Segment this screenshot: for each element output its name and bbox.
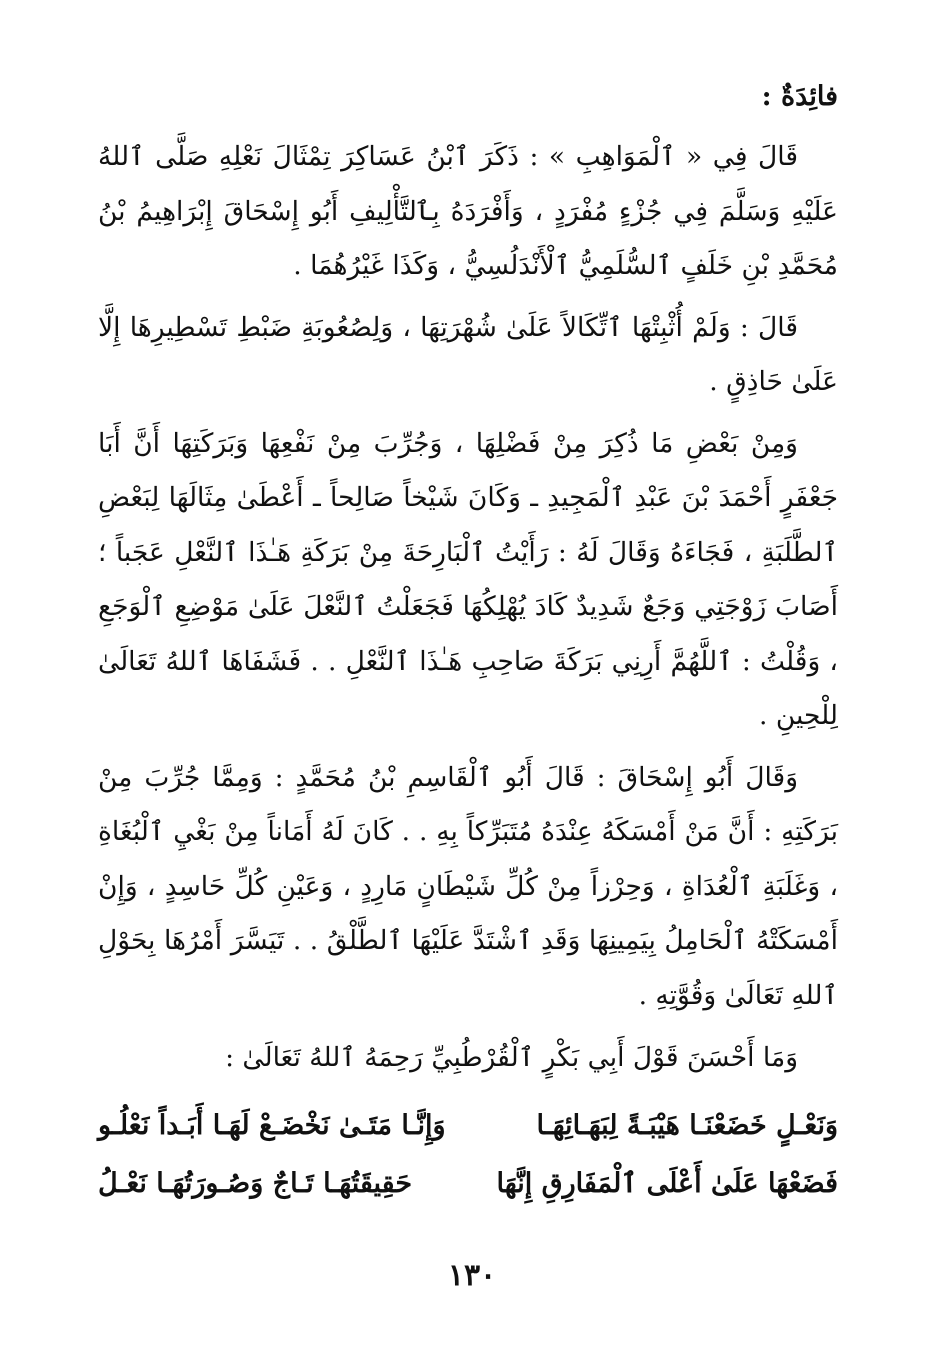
page-number: ١٣٠: [447, 1258, 497, 1293]
paragraph-2: قَالَ : وَلَمْ أُثْبِتْهَا ٱتِّكَالاً عَلَىٰ شُهْرَتِهَا ، وَلِصُعُوبَةِ ضَبْطِ تَسْطِيرِهَا إِلَّا عَلَىٰ حَاذِقٍ .: [98, 311, 838, 397]
verse-1-first-hemistich: وَنَعْـلٍ خَضَعْنَـا هَيْبَـةً لِبَهَـائِهَـا: [536, 1110, 838, 1141]
paragraph-3: وَمِنْ بَعْضِ مَا ذُكِرَ مِنْ فَضْلِهَا ، وَجُرِّبَ مِنْ نَفْعِهَا وَبَرَكَتِهَا أَنَّ أَبَا جَعْفَرٍ أَحْمَدَ بْنَ عَبْدِ ٱلْمَجِيدِ ـ وَكَانَ شَيْخاً صَالِحاً ـ أَعْطَىٰ مِثَالَهَا لِبَعْضِ ٱلطَّلَبَةِ ، فَجَاءَهُ وَقَالَ لَهُ : رَأَيْتُ ٱلْبَارِحَةَ مِنْ بَرَكَةِ هَـٰذَا ٱلنَّعْلِ عَجَباً ؛ أَصَابَ زَوْجَتِي وَجَعٌ شَدِيدٌ كَادَ يُهْلِكُهَا فَجَعَلْتُ ٱلنَّعْلَ عَلَىٰ مَوْضِعِ ٱلْوَجَعِ ، وَقُلْتُ : ٱللَّهُمَّ أَرِنِي بَرَكَةَ صَاحِبِ هَـٰذَا ٱلنَّعْلِ . . فَشَفَاهَا ٱللهُ تَعَالَىٰ لِلْحِينِ .: [98, 427, 838, 731]
verse-line-2: [98, 1155, 838, 1213]
verse-1-second-hemistich: وَإِنَّـا مَتَـىٰ نَخْضَـعْ لَهَـا أَبَـداً نَعْلُـو: [98, 1110, 446, 1141]
verse-2-first-hemistich: فَضَعْهَا عَلَىٰ أَعْلَى ٱلْمَفَارِقِ إِنَّهَا: [496, 1168, 838, 1199]
verse-line-1: [98, 1097, 838, 1155]
paragraph-1: قَالَ فِي « ٱلْمَوَاهِبِ » : ذَكَرَ ٱبْنُ عَسَاكِرَ تِمْثَالَ نَعْلِهِ صَلَّى ٱللهُ عَلَيْهِ وَسَلَّمَ فِي جُزْءٍ مُفْرَدٍ ، وَأَفْرَدَهُ بِٱلتَّأْلِيفِ أَبُو إِسْحَاقَ إِبْرَاهِيمُ بْنُ مُحَمَّدِ بْنِ خَلَفٍ ٱلسُّلَمِيُّ ٱلْأَنْدَلُسِيُّ ، وَكَذَا غَيْرُهُمَا .: [98, 141, 838, 281]
paragraph-4: وَقَالَ أَبُو إِسْحَاقَ : قَالَ أَبُو ٱلْقَاسِمِ بْنُ مُحَمَّدٍ : وَمِمَّا جُرِّبَ مِنْ بَرَكَتِهِ : أَنَّ مَنْ أَمْسَكَهُ عِنْدَهُ مُتَبَرِّكاً بِهِ . . كَانَ لَهُ أَمَاناً مِنْ بَغْيِ ٱلْبُغَاةِ ، وَغَلَبَةِ ٱلْعُدَاةِ ، وَحِرْزاً مِنْ كُلِّ شَيْطَانٍ مَارِدٍ ، وَعَيْنِ كُلِّ حَاسِدٍ ، وَإِنْ أَمْسَكَتْهُ ٱلْحَامِلُ بِيَمِينِهَا وَقَدِ ٱشْتَدَّ عَلَيْهَا ٱلطَّلْقُ . . تَيَسَّرَ أَمْرُهَا بِحَوْلِ ٱللهِ تَعَالَىٰ وَقُوَّتِهِ .: [98, 761, 838, 1011]
poem-intro: وَمَا أَحْسَنَ قَوْلَ أَبِي بَكْرٍ ٱلْقُرْطُبِيِّ رَحِمَهُ ٱللهُ تَعَالَىٰ :: [225, 1042, 798, 1073]
page-body: [98, 70, 838, 1213]
section-heading: فائِدَةٌ :: [761, 81, 838, 112]
verse-2-second-hemistich: حَقِيقَتُهَـا تَـاجٌ وَصُـورَتُهَـا نَعْـلُ: [98, 1168, 413, 1199]
